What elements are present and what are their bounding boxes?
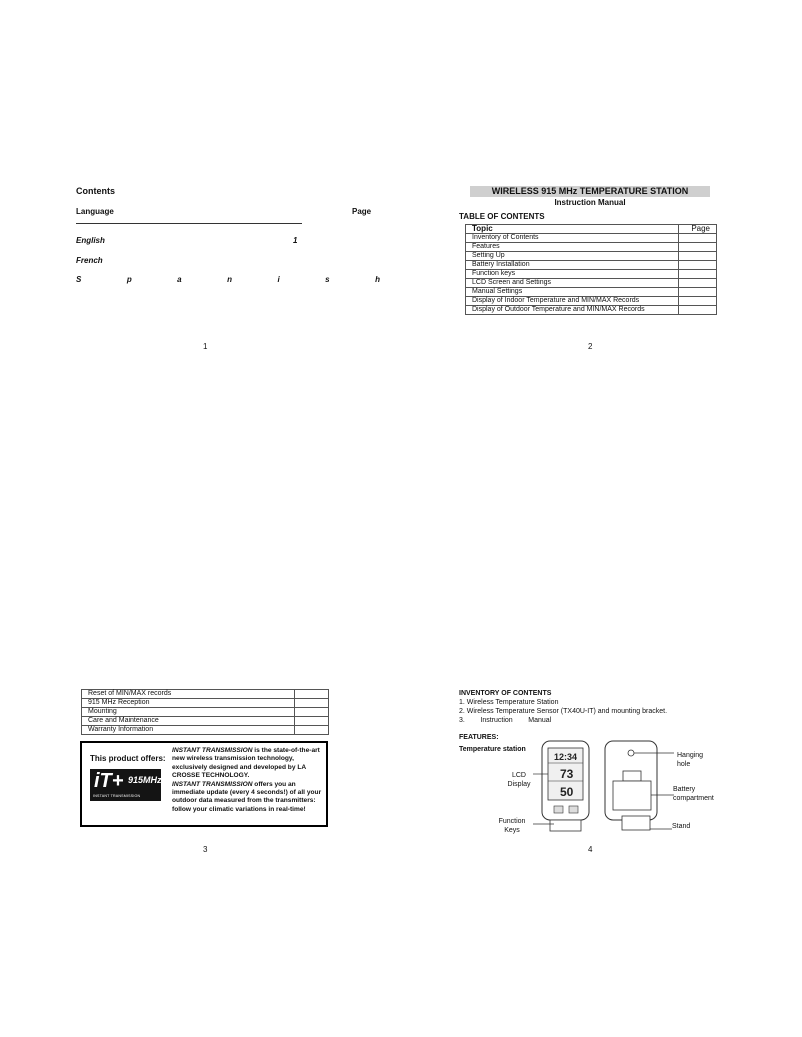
toc-row[interactable] xyxy=(82,726,329,735)
page-number-2: 2 xyxy=(588,342,593,351)
battery-compartment xyxy=(613,781,651,810)
logo-main: iT+ xyxy=(94,770,124,792)
page-number-1: 1 xyxy=(203,342,208,351)
inventory-item: 1. Wireless Temperature Station xyxy=(459,699,559,706)
offer-line-1: is the state-of-the-art new wireless transmission technology, exclusively designed and developed by LA CROSSE TECHNOLOGY. xyxy=(172,747,320,780)
toc-row[interactable] xyxy=(82,690,329,699)
toc-topic[interactable]: LCD Screen and Settings xyxy=(466,279,679,288)
toc-row[interactable] xyxy=(82,708,329,717)
temperature-station-label: Temperature station xyxy=(459,746,526,753)
french-link[interactable]: French xyxy=(76,256,103,265)
spanish-letter: S xyxy=(76,275,82,284)
toc-topic[interactable]: Manual Settings xyxy=(466,288,679,297)
function-keys-label: Function Keys xyxy=(498,818,526,834)
toc-row[interactable] xyxy=(82,699,329,708)
toc-title: TABLE OF CONTENTS xyxy=(459,212,545,221)
toc-row[interactable] xyxy=(466,306,717,315)
lcd-display-label: LCD Display xyxy=(507,772,531,788)
toc-table xyxy=(465,224,717,315)
page-number-4: 4 xyxy=(588,845,593,854)
toc-row[interactable] xyxy=(466,279,717,288)
toc-row[interactable] xyxy=(466,261,717,270)
toc-topic[interactable]: 915 MHz Reception xyxy=(82,699,295,708)
offer-line-2: offers you an immediate update (every 4 seconds!) of all your outdoor data measured from the transmitters: follow your climatic variations in real-time! xyxy=(172,780,322,813)
offer-label: This product offers: xyxy=(90,754,166,763)
spanish-letter: i xyxy=(277,275,280,284)
logo-frequency: 915MHz xyxy=(128,775,162,785)
inventory-item: 2. Wireless Temperature Sensor (TX40U-IT) and mounting bracket. xyxy=(459,708,668,715)
toc-topic[interactable]: Features xyxy=(466,243,679,252)
inventory-item: 3. Instruction Manual xyxy=(459,717,552,724)
toc-topic[interactable]: Warranty Information xyxy=(82,726,295,735)
offer-lead: INSTANT TRANSMISSION xyxy=(172,747,253,754)
english-page-number: 1 xyxy=(293,236,298,245)
station-back-illustration xyxy=(600,740,680,836)
page-header: Page xyxy=(352,207,372,216)
spanish-letter: p xyxy=(126,275,132,284)
station-front-illustration xyxy=(530,740,600,836)
toc-topic[interactable]: Display of Indoor Temperature and MIN/MAX Records xyxy=(466,297,679,306)
stand-label: Stand xyxy=(672,823,691,830)
toc-topic[interactable]: Battery Installation xyxy=(466,261,679,270)
toc-topic[interactable]: Reset of MIN/MAX records xyxy=(82,690,295,699)
lcd-time: 12:34 xyxy=(554,752,578,762)
toc-topic[interactable]: Mounting xyxy=(82,708,295,717)
toc-row[interactable] xyxy=(466,297,717,306)
toc-page-header: Page xyxy=(679,225,717,234)
toc-topic[interactable]: Function keys xyxy=(466,270,679,279)
station-stand xyxy=(622,816,650,830)
hanging-hole xyxy=(628,750,634,756)
manual-banner: WIRELESS 915 MHz TEMPERATURE STATION xyxy=(470,186,710,197)
english-link[interactable]: English xyxy=(76,236,105,245)
lcd-indoor: 73 xyxy=(560,767,574,781)
manual-subtitle: Instruction Manual xyxy=(554,198,626,207)
spanish-letter: h xyxy=(375,275,380,284)
toc-table-continued xyxy=(81,689,329,735)
page-number-3: 3 xyxy=(203,845,208,854)
function-key[interactable] xyxy=(554,806,563,813)
toc-topic[interactable]: Inventory of Contents xyxy=(466,234,679,243)
inventory-title: INVENTORY OF CONTENTS xyxy=(459,690,552,697)
toc-topic[interactable]: Display of Outdoor Temperature and MIN/MAX Records xyxy=(466,306,679,315)
it-plus-logo xyxy=(90,769,161,801)
toc-row[interactable] xyxy=(466,288,717,297)
toc-row[interactable] xyxy=(82,717,329,726)
battery-compartment-label: Battery compartment xyxy=(673,786,714,802)
offer-description xyxy=(172,747,322,814)
toc-row[interactable] xyxy=(466,234,717,243)
toc-topic[interactable]: Care and Maintenance xyxy=(82,717,295,726)
spanish-letter: n xyxy=(227,275,232,284)
instant-transmission-box xyxy=(80,741,328,827)
header-rule xyxy=(76,223,302,224)
offer-lead-2: INSTANT TRANSMISSION xyxy=(172,780,253,788)
toc-topic-header: Topic xyxy=(466,225,679,234)
function-key[interactable] xyxy=(569,806,578,813)
spanish-letter: s xyxy=(325,275,330,284)
language-header: Language xyxy=(76,207,114,216)
hanging-hole-label: Hanging hole xyxy=(677,752,704,768)
logo-subtitle: INSTANT TRANSMISSION xyxy=(93,794,141,798)
toc-topic[interactable]: Setting Up xyxy=(466,252,679,261)
toc-header-row xyxy=(466,225,717,234)
toc-row[interactable] xyxy=(466,270,717,279)
toc-row[interactable] xyxy=(466,252,717,261)
toc-row[interactable] xyxy=(466,243,717,252)
contents-title: Contents xyxy=(76,186,115,196)
features-title: FEATURES: xyxy=(459,734,499,741)
spanish-link[interactable] xyxy=(76,275,380,284)
spanish-letter: a xyxy=(177,275,182,284)
lcd-outdoor: 50 xyxy=(560,785,574,799)
